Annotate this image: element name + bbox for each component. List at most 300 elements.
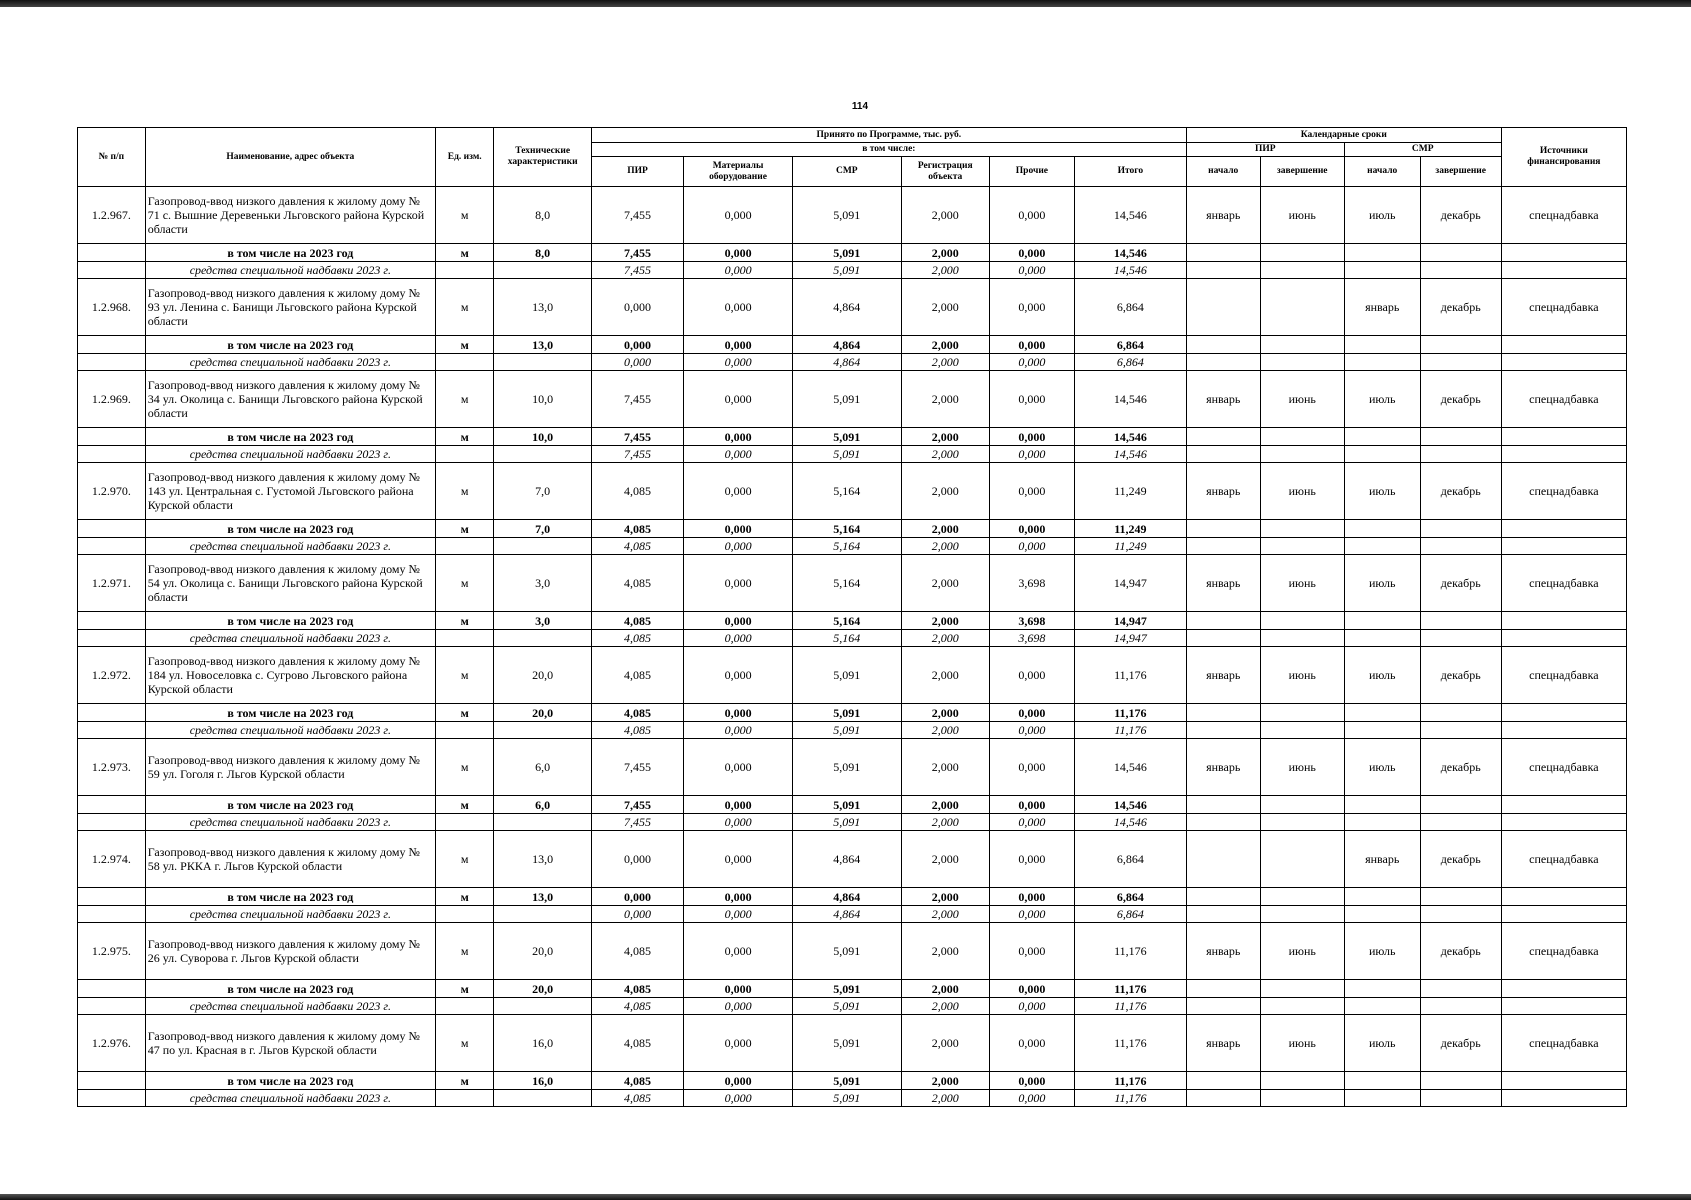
total-cell: 14,546 [1074,428,1186,446]
registration-cell: 2,000 [901,647,989,704]
subtotal-row [78,888,1627,906]
registration-cell: 2,000 [901,704,989,722]
other-cell: 0,000 [989,796,1074,814]
smr-start-cell: июль [1344,463,1420,520]
empty-cell [1186,612,1260,630]
pir-cell: 4,085 [591,1015,683,1072]
empty-cell [1344,796,1420,814]
empty-cell [1186,336,1260,354]
pir-cell: 4,085 [591,647,683,704]
materials-cell: 0,000 [684,371,793,428]
smr-start-cell: июль [1344,647,1420,704]
pir-cell: 7,455 [591,244,683,262]
empty-cell [435,446,493,463]
smr-cell: 5,091 [792,647,901,704]
materials-cell: 0,000 [684,538,793,555]
funding-row [78,630,1627,647]
empty-cell [1186,354,1260,371]
pir-cell: 4,085 [591,630,683,647]
pir-start-cell [1186,279,1260,336]
empty-cell [1344,906,1420,923]
table-row [78,647,1627,704]
funding-label: средства специальной надбавки 2023 г. [145,262,435,279]
registration-cell: 2,000 [901,722,989,739]
tech-cell: 10,0 [494,428,591,446]
empty-cell [1186,262,1260,279]
empty-cell [1186,1090,1260,1107]
header-num: № п/п [78,128,146,187]
tech-cell: 16,0 [494,1015,591,1072]
empty-cell [1186,520,1260,538]
smr-cell: 5,091 [792,739,901,796]
other-cell: 0,000 [989,428,1074,446]
source-cell: спецнадбавка [1501,279,1626,336]
empty-cell [1260,722,1344,739]
empty-cell [1260,446,1344,463]
materials-cell: 0,000 [684,354,793,371]
empty-cell [1501,354,1626,371]
total-cell: 14,947 [1074,630,1186,647]
empty-cell [1420,262,1501,279]
smr-cell: 5,091 [792,998,901,1015]
empty-cell [1344,998,1420,1015]
materials-cell: 0,000 [684,555,793,612]
smr-start-cell: январь [1344,831,1420,888]
unit-cell: м [435,923,493,980]
registration-cell: 2,000 [901,428,989,446]
smr-end-cell: декабрь [1420,371,1501,428]
smr-start-cell: июль [1344,923,1420,980]
total-cell: 14,546 [1074,244,1186,262]
materials-cell: 0,000 [684,906,793,923]
object-name: Газопровод-ввод низкого давления к жилому дому № 47 по ул. Красная в г. Льгов Курской области [145,1015,435,1072]
smr-cell: 5,164 [792,520,901,538]
empty-cell [1501,1090,1626,1107]
subtotal-row [78,336,1627,354]
smr-cell: 5,091 [792,446,901,463]
empty-cell [1420,980,1501,998]
unit-cell: м [435,739,493,796]
other-cell: 3,698 [989,612,1074,630]
subtotal-row [78,1072,1627,1090]
empty-cell [1260,244,1344,262]
materials-cell: 0,000 [684,704,793,722]
other-cell: 0,000 [989,446,1074,463]
registration-cell: 2,000 [901,980,989,998]
empty-cell [1344,538,1420,555]
tech-cell: 13,0 [494,888,591,906]
empty-cell [1260,998,1344,1015]
empty-cell [1186,630,1260,647]
other-cell: 0,000 [989,831,1074,888]
unit-cell: м [435,831,493,888]
empty-cell [1344,630,1420,647]
pir-end-cell: июнь [1260,555,1344,612]
registration-cell: 2,000 [901,1015,989,1072]
empty-cell [435,906,493,923]
header-smr-end: завершение [1420,157,1501,187]
empty-cell [78,1072,146,1090]
materials-cell: 0,000 [684,244,793,262]
registration-cell: 2,000 [901,814,989,831]
row-number: 1.2.971. [78,555,146,612]
materials-cell: 0,000 [684,814,793,831]
row-number: 1.2.976. [78,1015,146,1072]
subtotal-row [78,796,1627,814]
pir-start-cell: январь [1186,739,1260,796]
subtotal-label: в том числе на 2023 год [145,612,435,630]
object-name: Газопровод-ввод низкого давления к жилому дому № 59 ул. Гоголя г. Льгов Курской области [145,739,435,796]
materials-cell: 0,000 [684,998,793,1015]
smr-cell: 5,164 [792,612,901,630]
empty-cell [1186,722,1260,739]
header-total: Итого [1074,157,1186,187]
smr-cell: 5,091 [792,923,901,980]
funding-row [78,998,1627,1015]
source-cell: спецнадбавка [1501,555,1626,612]
header-cal-smr: СМР [1344,143,1501,157]
registration-cell: 2,000 [901,612,989,630]
empty-cell [1501,980,1626,998]
materials-cell: 0,000 [684,279,793,336]
pir-cell: 4,085 [591,980,683,998]
pir-cell: 7,455 [591,428,683,446]
smr-start-cell: июль [1344,187,1420,244]
pir-start-cell [1186,831,1260,888]
object-name: Газопровод-ввод низкого давления к жилому дому № 54 ул. Околица с. Банищи Льговского района Курской области [145,555,435,612]
total-cell: 11,176 [1074,980,1186,998]
materials-cell: 0,000 [684,1072,793,1090]
header-other: Прочие [989,157,1074,187]
funding-label: средства специальной надбавки 2023 г. [145,814,435,831]
pir-cell: 7,455 [591,814,683,831]
funding-row [78,538,1627,555]
header-unit: Ед. изм. [435,128,493,187]
registration-cell: 2,000 [901,538,989,555]
empty-cell [1344,262,1420,279]
other-cell: 0,000 [989,354,1074,371]
total-cell: 11,176 [1074,722,1186,739]
funding-row [78,1090,1627,1107]
empty-cell [1501,244,1626,262]
empty-cell [435,814,493,831]
other-cell: 0,000 [989,244,1074,262]
empty-cell [1420,336,1501,354]
pir-start-cell: январь [1186,647,1260,704]
smr-end-cell: декабрь [1420,923,1501,980]
other-cell: 0,000 [989,998,1074,1015]
empty-cell [1420,612,1501,630]
other-cell: 0,000 [989,279,1074,336]
empty-cell [1186,1072,1260,1090]
pir-end-cell: июнь [1260,647,1344,704]
other-cell: 0,000 [989,739,1074,796]
unit-cell: м [435,1015,493,1072]
smr-cell: 5,091 [792,262,901,279]
empty-cell [78,704,146,722]
subtotal-label: в том числе на 2023 год [145,1072,435,1090]
empty-cell [1420,1090,1501,1107]
empty-cell [1260,354,1344,371]
row-number: 1.2.974. [78,831,146,888]
materials-cell: 0,000 [684,739,793,796]
table-header [78,128,1627,187]
empty-cell [494,906,591,923]
smr-cell: 5,091 [792,1072,901,1090]
subtotal-row [78,244,1627,262]
header-pir-end: завершение [1260,157,1344,187]
empty-cell [1260,630,1344,647]
tech-cell: 8,0 [494,187,591,244]
pir-cell: 7,455 [591,446,683,463]
unit-cell: м [435,612,493,630]
pir-cell: 4,085 [591,722,683,739]
subtotal-label: в том числе на 2023 год [145,888,435,906]
other-cell: 0,000 [989,336,1074,354]
registration-cell: 2,000 [901,888,989,906]
empty-cell [1186,888,1260,906]
empty-cell [1420,998,1501,1015]
table-row [78,187,1627,244]
subtotal-label: в том числе на 2023 год [145,796,435,814]
empty-cell [435,538,493,555]
scan-edge-top [0,0,1691,7]
empty-cell [1344,888,1420,906]
smr-cell: 4,864 [792,336,901,354]
materials-cell: 0,000 [684,831,793,888]
pir-cell: 7,455 [591,739,683,796]
subtotal-label: в том числе на 2023 год [145,336,435,354]
tech-cell: 10,0 [494,371,591,428]
other-cell: 0,000 [989,371,1074,428]
pir-end-cell [1260,831,1344,888]
unit-cell: м [435,555,493,612]
unit-cell: м [435,980,493,998]
tech-cell: 13,0 [494,336,591,354]
pir-end-cell: июнь [1260,187,1344,244]
pir-cell: 4,085 [591,520,683,538]
subtotal-row [78,704,1627,722]
registration-cell: 2,000 [901,279,989,336]
pir-cell: 0,000 [591,354,683,371]
funding-row [78,906,1627,923]
empty-cell [78,428,146,446]
source-cell: спецнадбавка [1501,831,1626,888]
empty-cell [1420,796,1501,814]
scan-edge-bottom [0,1194,1691,1200]
row-number: 1.2.972. [78,647,146,704]
empty-cell [1344,520,1420,538]
funding-row [78,262,1627,279]
header-registration: Регистрация объекта [901,157,989,187]
funding-row [78,446,1627,463]
empty-cell [1420,244,1501,262]
table-row [78,739,1627,796]
row-number: 1.2.967. [78,187,146,244]
other-cell: 0,000 [989,520,1074,538]
registration-cell: 2,000 [901,446,989,463]
table-row [78,463,1627,520]
materials-cell: 0,000 [684,923,793,980]
tech-cell: 8,0 [494,244,591,262]
funding-label: средства специальной надбавки 2023 г. [145,722,435,739]
smr-cell: 5,091 [792,796,901,814]
funding-row [78,814,1627,831]
empty-cell [1501,814,1626,831]
unit-cell: м [435,428,493,446]
smr-start-cell: июль [1344,739,1420,796]
materials-cell: 0,000 [684,336,793,354]
header-materials: Материалы оборудование [684,157,793,187]
page-number: 114 [851,101,869,112]
other-cell: 0,000 [989,923,1074,980]
header-tech: Технические характеристики [494,128,591,187]
empty-cell [1420,520,1501,538]
empty-cell [1501,612,1626,630]
empty-cell [1260,796,1344,814]
other-cell: 0,000 [989,647,1074,704]
empty-cell [1186,446,1260,463]
empty-cell [78,262,146,279]
materials-cell: 0,000 [684,428,793,446]
smr-cell: 5,164 [792,463,901,520]
empty-cell [435,354,493,371]
empty-cell [1344,612,1420,630]
registration-cell: 2,000 [901,520,989,538]
empty-cell [78,906,146,923]
smr-end-cell: декабрь [1420,739,1501,796]
pir-cell: 7,455 [591,262,683,279]
total-cell: 14,546 [1074,796,1186,814]
pir-cell: 4,085 [591,555,683,612]
registration-cell: 2,000 [901,796,989,814]
smr-start-cell: январь [1344,279,1420,336]
empty-cell [435,1090,493,1107]
pir-cell: 4,085 [591,463,683,520]
other-cell: 0,000 [989,704,1074,722]
smr-cell: 5,091 [792,722,901,739]
materials-cell: 0,000 [684,520,793,538]
empty-cell [1260,906,1344,923]
empty-cell [1420,428,1501,446]
total-cell: 6,864 [1074,888,1186,906]
other-cell: 0,000 [989,814,1074,831]
other-cell: 0,000 [989,1090,1074,1107]
registration-cell: 2,000 [901,630,989,647]
registration-cell: 2,000 [901,244,989,262]
table-row [78,831,1627,888]
pir-cell: 4,085 [591,612,683,630]
empty-cell [1186,538,1260,555]
empty-cell [1344,336,1420,354]
other-cell: 0,000 [989,722,1074,739]
other-cell: 0,000 [989,1072,1074,1090]
pir-cell: 4,085 [591,538,683,555]
other-cell: 0,000 [989,187,1074,244]
source-cell: спецнадбавка [1501,1015,1626,1072]
smr-cell: 5,164 [792,555,901,612]
empty-cell [1501,1072,1626,1090]
pir-cell: 4,085 [591,1090,683,1107]
empty-cell [1501,796,1626,814]
funding-row [78,722,1627,739]
empty-cell [78,336,146,354]
empty-cell [1501,538,1626,555]
subtotal-label: в том числе на 2023 год [145,244,435,262]
empty-cell [78,814,146,831]
total-cell: 6,864 [1074,279,1186,336]
empty-cell [1501,520,1626,538]
row-number: 1.2.973. [78,739,146,796]
object-name: Газопровод-ввод низкого давления к жилому дому № 71 с. Вышние Деревеньки Льговского района Курской области [145,187,435,244]
tech-cell: 13,0 [494,831,591,888]
registration-cell: 2,000 [901,739,989,796]
tech-cell: 13,0 [494,279,591,336]
unit-cell: м [435,279,493,336]
empty-cell [1420,446,1501,463]
total-cell: 6,864 [1074,831,1186,888]
empty-cell [1186,980,1260,998]
smr-cell: 5,091 [792,1090,901,1107]
empty-cell [494,262,591,279]
empty-cell [1501,428,1626,446]
other-cell: 0,000 [989,906,1074,923]
total-cell: 11,176 [1074,998,1186,1015]
pir-cell: 7,455 [591,371,683,428]
source-cell: спецнадбавка [1501,187,1626,244]
unit-cell: м [435,796,493,814]
other-cell: 0,000 [989,538,1074,555]
pir-cell: 4,085 [591,1072,683,1090]
subtotal-label: в том числе на 2023 год [145,428,435,446]
pir-cell: 0,000 [591,906,683,923]
pir-cell: 0,000 [591,831,683,888]
empty-cell [78,630,146,647]
unit-cell: м [435,463,493,520]
tech-cell: 16,0 [494,1072,591,1090]
empty-cell [78,538,146,555]
empty-cell [1186,814,1260,831]
subtotal-label: в том числе на 2023 год [145,520,435,538]
funding-label: средства специальной надбавки 2023 г. [145,354,435,371]
registration-cell: 2,000 [901,336,989,354]
unit-cell: м [435,647,493,704]
other-cell: 0,000 [989,463,1074,520]
header-pir: ПИР [591,157,683,187]
empty-cell [494,630,591,647]
materials-cell: 0,000 [684,722,793,739]
empty-cell [494,1090,591,1107]
empty-cell [494,814,591,831]
total-cell: 6,864 [1074,906,1186,923]
pir-end-cell [1260,279,1344,336]
registration-cell: 2,000 [901,923,989,980]
other-cell: 0,000 [989,980,1074,998]
table-row [78,279,1627,336]
total-cell: 14,546 [1074,446,1186,463]
other-cell: 0,000 [989,888,1074,906]
pir-start-cell: январь [1186,923,1260,980]
total-cell: 11,176 [1074,647,1186,704]
smr-end-cell: декабрь [1420,831,1501,888]
other-cell: 0,000 [989,262,1074,279]
other-cell: 3,698 [989,555,1074,612]
empty-cell [1260,814,1344,831]
total-cell: 14,546 [1074,739,1186,796]
total-cell: 11,249 [1074,538,1186,555]
tech-cell: 20,0 [494,704,591,722]
tech-cell: 6,0 [494,796,591,814]
